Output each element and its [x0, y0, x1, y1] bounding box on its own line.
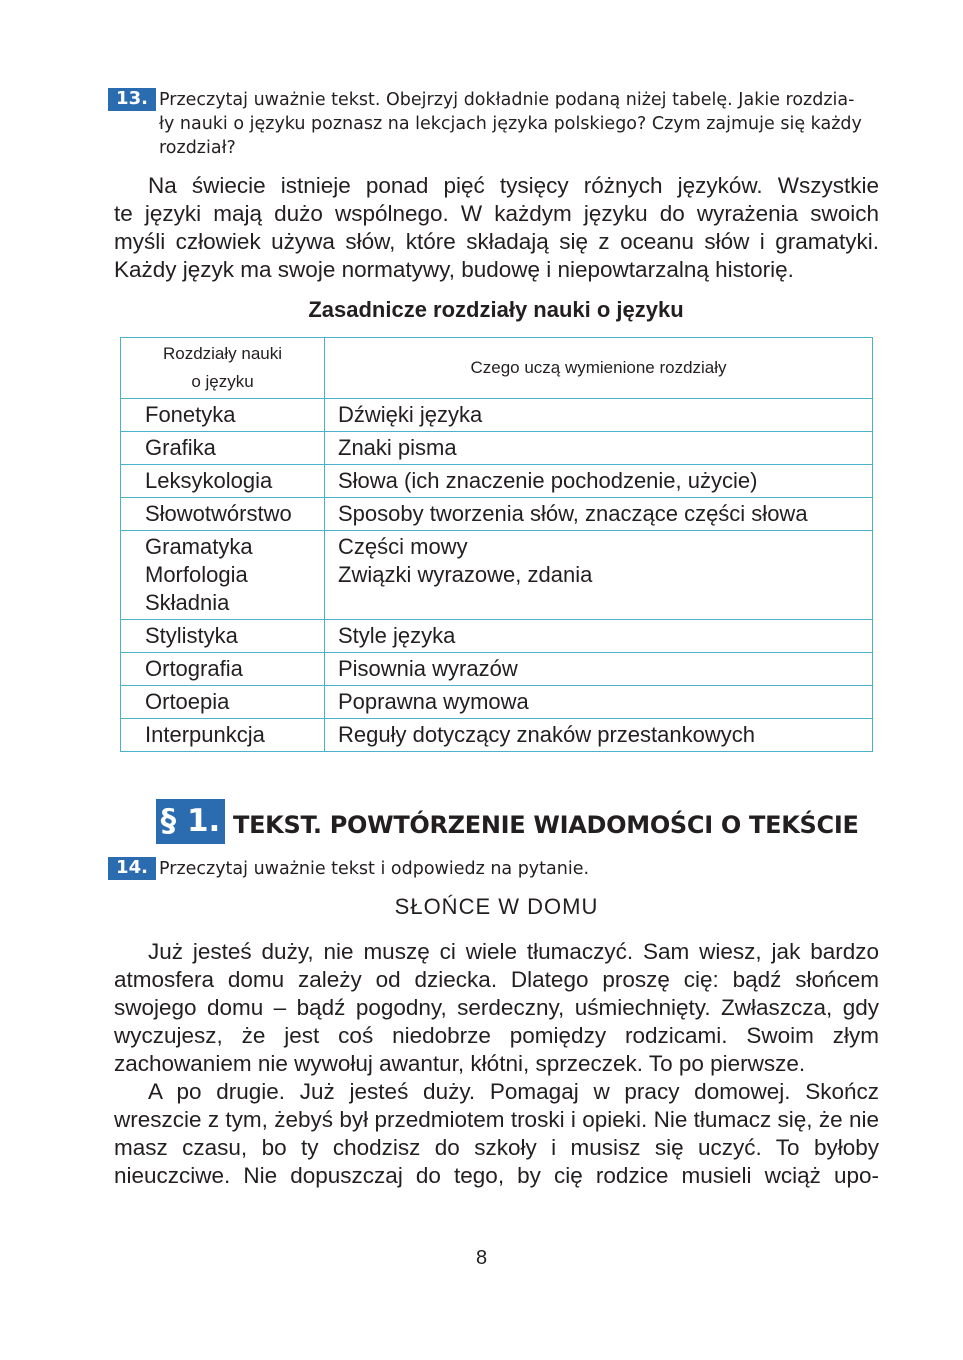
- table-row: [121, 719, 873, 752]
- intro-line-2: te języki mają dużo wspólnego. W każdym języku do wyrażenia swoich: [114, 201, 879, 226]
- header-description: Czego uczą wymienione rozdziały: [325, 338, 873, 399]
- story-title: SŁOŃCE W DOMU: [394, 894, 599, 919]
- page-number: 8: [475, 1247, 488, 1269]
- story-paragraph-1: Już jesteś duży, nie muszę ci wiele tłumaczyć. Sam wiesz, jak bardzo atmosfera domu zależy od dziecka. Dlatego proszę cię: bądź słońcem swojego domu – bądź pogodny, serdeczny, uśmiechnięty. Zwłaszcza, gdy wyczujesz, że jest coś niedobrze pomiędzy rodzicami. Swoim złym zachowaniem nie wywołuj awantur, kłótni, sprzeczek. To po pierwsze.: [114, 939, 879, 1076]
- story-paragraph-2: A po drugie. Już jesteś duży. Pomagaj w pracy domowej. Skończ wreszcie z tym, żebyś był przedmiotem troski i opieki. Nie tłumacz się, że nie masz czasu, bo ty chodzisz do szkoły i musisz się uczyć. To byłoby nieuczciwe. Nie dopuszczaj do tego, by cię rodzice musieli wciąż upo-: [114, 1079, 879, 1188]
- task-13-line-3: rozdział?: [159, 138, 236, 158]
- branch-name: Gramatyka Morfologia Składnia: [121, 531, 325, 620]
- branch-description: Części mowy Związki wyrazowe, zdania: [325, 531, 873, 620]
- branch-name: Ortografia: [121, 653, 325, 686]
- branch-description: Dźwięki języka: [325, 399, 873, 432]
- branch-name: Słowotwórstwo: [121, 498, 325, 531]
- language-branches-table: [120, 337, 873, 752]
- header-branches: Rozdziały nauki o języku: [121, 338, 325, 399]
- table-header-row: [121, 338, 873, 399]
- branch-name: Interpunkcja: [121, 719, 325, 752]
- table-row: [121, 498, 873, 531]
- branch-description: Znaki pisma: [325, 432, 873, 465]
- table-caption: Zasadnicze rozdziały nauki o języku: [308, 297, 684, 322]
- branch-description: Pisownia wyrazów: [325, 653, 873, 686]
- task-13-line-1: Przeczytaj uważnie tekst. Obejrzyj dokładnie podaną niżej tabelę. Jakie rozdzia-: [159, 90, 855, 110]
- branch-name: Ortoepia: [121, 686, 325, 719]
- section-title: TEKST. POWTÓRZENIE WIADOMOŚCI O TEKŚCIE: [233, 811, 859, 839]
- task-14-instruction: Przeczytaj uważnie tekst i odpowiedz na pytanie.: [159, 859, 590, 879]
- branch-name: Grafika: [121, 432, 325, 465]
- branch-name: Leksykologia: [121, 465, 325, 498]
- intro-paragraph: [114, 172, 879, 284]
- table-row: [121, 399, 873, 432]
- table-row: [121, 620, 873, 653]
- branch-name: Fonetyka: [121, 399, 325, 432]
- section-number-badge: § 1.: [156, 799, 225, 844]
- branch-name: Stylistyka: [121, 620, 325, 653]
- table-row: [121, 686, 873, 719]
- branch-description: Reguły dotyczący znaków przestankowych: [325, 719, 873, 752]
- intro-line-3: myśli człowiek używa słów, które składają się z oceanu słów i gramatyki.: [114, 229, 879, 254]
- task-14-badge: 14.: [108, 857, 156, 880]
- branch-description: Słowa (ich znaczenie pochodzenie, użycie): [325, 465, 873, 498]
- task-13-instruction: [159, 88, 889, 160]
- table-row: [121, 653, 873, 686]
- intro-line-1: Na świecie istnieje ponad pięć tysięcy różnych języków. Wszystkie: [148, 173, 879, 198]
- branch-description: Poprawna wymowa: [325, 686, 873, 719]
- task-13-badge: 13.: [108, 88, 156, 111]
- table-row: [121, 531, 873, 620]
- branch-description: Sposoby tworzenia słów, znaczące części słowa: [325, 498, 873, 531]
- table-row: [121, 432, 873, 465]
- table-row: [121, 465, 873, 498]
- task-13-line-2: ły nauki o języku poznasz na lekcjach języka polskiego? Czym zajmuje się każdy: [159, 114, 862, 134]
- branch-description: Style języka: [325, 620, 873, 653]
- intro-line-4: Każdy język ma swoje normatywy, budowę i niepowtarzalną historię.: [114, 257, 794, 282]
